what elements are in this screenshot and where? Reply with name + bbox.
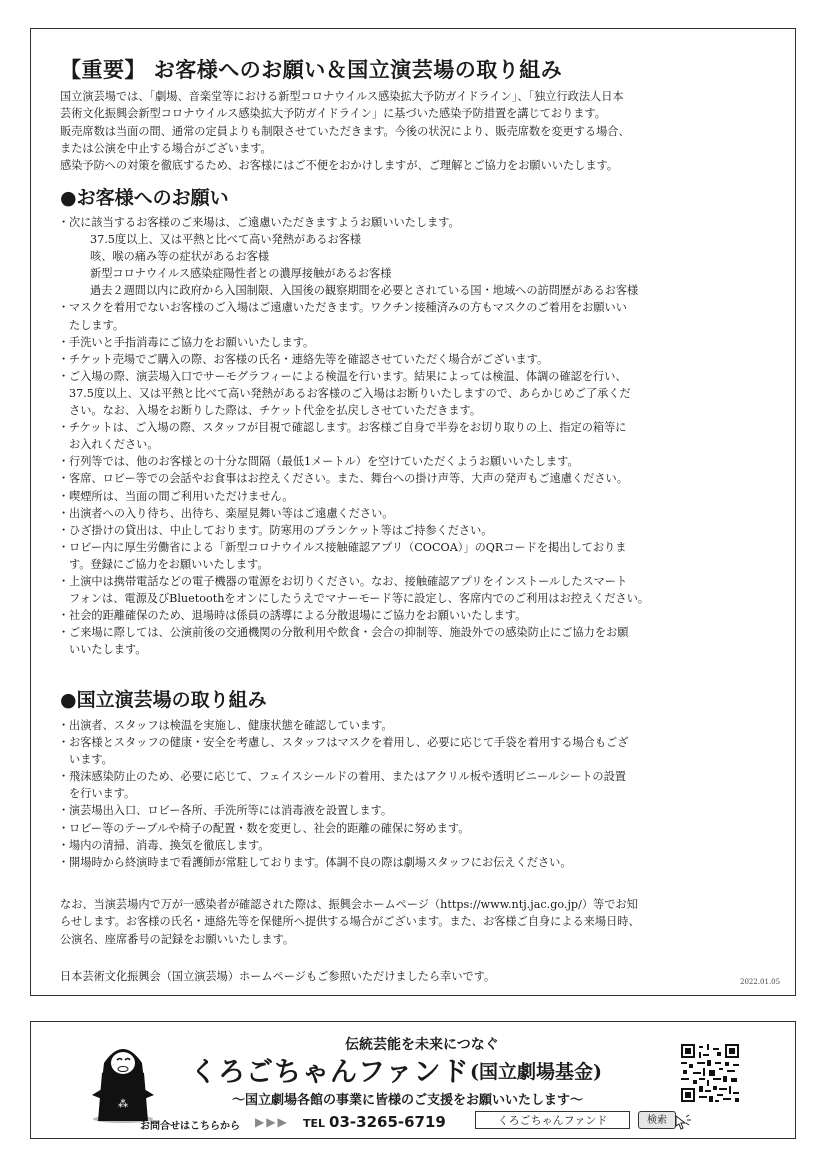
list-item-continuation: お入れください。	[69, 438, 159, 452]
issue-date: 2022.01.05	[740, 978, 781, 986]
fund-title: くろごちゃんファンド	[190, 1057, 470, 1088]
intro-paragraph	[60, 88, 772, 174]
list-item: ・ 社会的距離確保のため、退場時は係員の誘導による分散退場にご協力をお願いいたします。	[60, 607, 770, 624]
list-item: ・ ご入場の際、演芸場入口でサーモグラフィーによる検温を行います。結果によっては検温、体調の確認を行い、	[60, 368, 770, 385]
kurogo-mascot-icon	[84, 1033, 162, 1125]
fund-note: 〜国立劇場各館の事業に皆様のご支援をお願いいたします〜	[232, 1093, 584, 1108]
list-item: ・ 行列等では、他のお客様との十分な間隔（最低1メートル）を空けていただくようお願いいたします。	[60, 453, 770, 470]
list-item: ・ 出演者、スタッフは検温を実施し、健康状態を確認しています。	[60, 717, 770, 734]
list-subitem: 咳、喉の痛み等の症状があるお客様	[90, 250, 270, 264]
intro-line: 国立演芸場では、「劇場、音楽堂等における新型コロナウイルス感染拡大予防ガイドライン」、「独立行政法人日本	[60, 90, 624, 103]
list-item: ・ 上演中は携帯電話などの電子機器の電源をお切りください。なお、接触確認アプリをインストールしたスマート	[60, 573, 770, 590]
contact-label: お問合せはこちらから	[140, 1121, 240, 1132]
list-item-continuation: フォンは、電源及びBluetoothをオンにしたうえでマナーモード等に設定し、客席内でのご利用はお控えください。	[69, 592, 650, 606]
tel-label: TEL	[303, 1117, 326, 1130]
section-heading-customers: ●お客様へのお願い	[60, 187, 229, 209]
tel-number: 03-3265-6719	[329, 1113, 446, 1131]
qr-code-icon	[681, 1044, 739, 1102]
section-heading-theater: ●国立演芸場の取り組み	[60, 689, 267, 711]
list-item: ・ 喫煙所は、当面の間ご利用いただけません。	[60, 488, 770, 505]
list-item: ・ 開場時から終演時まで看護師が常駐しております。体調不良の際は劇場スタッフにお伝えください。	[60, 854, 770, 871]
intro-line: 販売席数は当面の間、通常の定員よりも制限させていただきます。今後の状況により、販売席数を変更する場合、	[60, 124, 630, 138]
intro-line: または公演を中止する場合がございます。	[60, 141, 272, 155]
list-item-continuation: たします。	[69, 318, 125, 332]
list-item: ・ チケットは、ご入場の際、スタッフが目視で確認します。お客様ご自身で半券をお切り取りの上、指定の箱等に	[60, 419, 770, 436]
list-subitem: 37.5度以上、又は平熱と比べて高い発熱があるお客様	[90, 233, 362, 247]
list-subitem: 新型コロナウイルス感染症陽性者との濃厚接触があるお客様	[90, 267, 392, 281]
search-button: 検索	[638, 1111, 676, 1129]
intro-line: 感染予防への対策を徹底するため、お客様にはご不便をおかけしますが、ご理解とご協力をお願いいたします。	[60, 159, 619, 173]
list-item: ・ ご来場に際しては、公演前後の交通機関の分散利用や飲食・会合の抑制等、施設外での感染防止にご協力をお願	[60, 624, 770, 641]
svg-text:⁂: ⁂	[118, 1099, 128, 1110]
phone-contact	[303, 1112, 446, 1131]
closing-line: らせします。お客様の氏名・連絡先等を保健所へ提供する場合がございます。また、お客様ご自身による来場日時、	[60, 915, 640, 929]
theater-measures-list	[60, 717, 770, 871]
list-item-continuation: を行います。	[69, 787, 136, 801]
closing-line: 公演名、座席番号の記録をお願いいたします。	[60, 932, 295, 946]
list-item: ・ 手洗いと手指消毒にご協力をお願いいたします。	[60, 334, 770, 351]
closing-paragraph	[60, 896, 772, 948]
list-item-continuation: います。	[69, 753, 113, 767]
closing-line: なお、当演芸場内で万が一感染者が確認された際は、振興会ホームページ（https://www.ntj.jac.go.jp/）等でお知	[60, 898, 638, 911]
list-item: ・ チケット売場でご購入の際、お客様の氏名・連絡先等を確認させていただく場合がございます。	[60, 351, 770, 368]
list-item: ・ ひざ掛けの貸出は、中止しております。防寒用のブランケット等はご持参ください。	[60, 522, 770, 539]
list-item: ・ 場内の清掃、消毒、換気を徹底します。	[60, 837, 770, 854]
list-item: ・ 飛沫感染防止のため、必要に応じて、フェイスシールドの着用、またはアクリル板や透明ビニールシートの設置	[60, 768, 770, 785]
list-item-continuation: さい。なお、入場をお断りした際は、チケット代金を払戻しさせていただきます。	[69, 404, 482, 418]
footer-note: 日本芸術文化振興会（国立演芸場）ホームページもご参照いただけましたら幸いです。	[60, 970, 496, 983]
list-item-continuation: いいたします。	[69, 643, 147, 657]
list-item: ・ お客様とスタッフの健康・安全を考慮し、スタッフはマスクを着用し、必要に応じて手袋を着用する場合もござ	[60, 734, 770, 751]
intro-line: 芸術文化振興会新型コロナウイルス感染拡大予防ガイドライン」に基づいた感染予防措置を講じております。	[60, 107, 606, 121]
list-subitem: 過去２週間以内に政府から入国制限、入国後の観察期間を必要とされている国・地域への訪問歴があるお客様	[90, 284, 639, 298]
list-item-continuation: す。登録にご協力をお願いいたします。	[69, 557, 269, 571]
list-item: ・ 演芸場出入口、ロビー各所、手洗所等には消毒液を設置します。	[60, 802, 770, 819]
list-item-continuation: 37.5度以上、又は平熱と比べて高い発熱があるお客様のご入場はお断りいたしますので、あらかじめご了承くだ	[69, 386, 631, 400]
fund-subtitle: (国立劇場基金)	[470, 1061, 602, 1083]
list-item: ・ マスクを着用でないお客様のご入場はご遠慮いただきます。ワクチン接種済みの方もマスクのご着用をお願いい	[60, 299, 770, 316]
arrow-icons: ▶▶▶	[255, 1115, 289, 1129]
customer-requests-list	[60, 214, 770, 658]
list-item: ・ 客席、ロビー等での会話やお食事はお控えください。また、舞台への掛け声等、大声の発声もご遠慮ください。	[60, 470, 770, 487]
list-item: ・ ロビー内に厚生労働省による「新型コロナウイルス接触確認アプリ（COCOA）」のQRコードを掲出しておりま	[60, 539, 770, 556]
pointer-hand-icon	[672, 1113, 694, 1133]
page-title: 【重要】 お客様へのお願い＆国立演芸場の取り組み	[60, 57, 563, 82]
fund-tagline: 伝統芸能を未来につなぐ	[345, 1037, 499, 1053]
search-keyword-box: くろごちゃんファンド	[475, 1111, 630, 1129]
list-item: ・ 出演者への入り待ち、出待ち、楽屋見舞い等はご遠慮ください。	[60, 505, 770, 522]
list-item: ・ ロビー等のテーブルや椅子の配置・数を変更し、社会的距離の確保に努めます。	[60, 820, 770, 837]
list-item: ・ 次に該当するお客様のご来場は、ご遠慮いただきますようお願いいたします。	[60, 214, 770, 231]
